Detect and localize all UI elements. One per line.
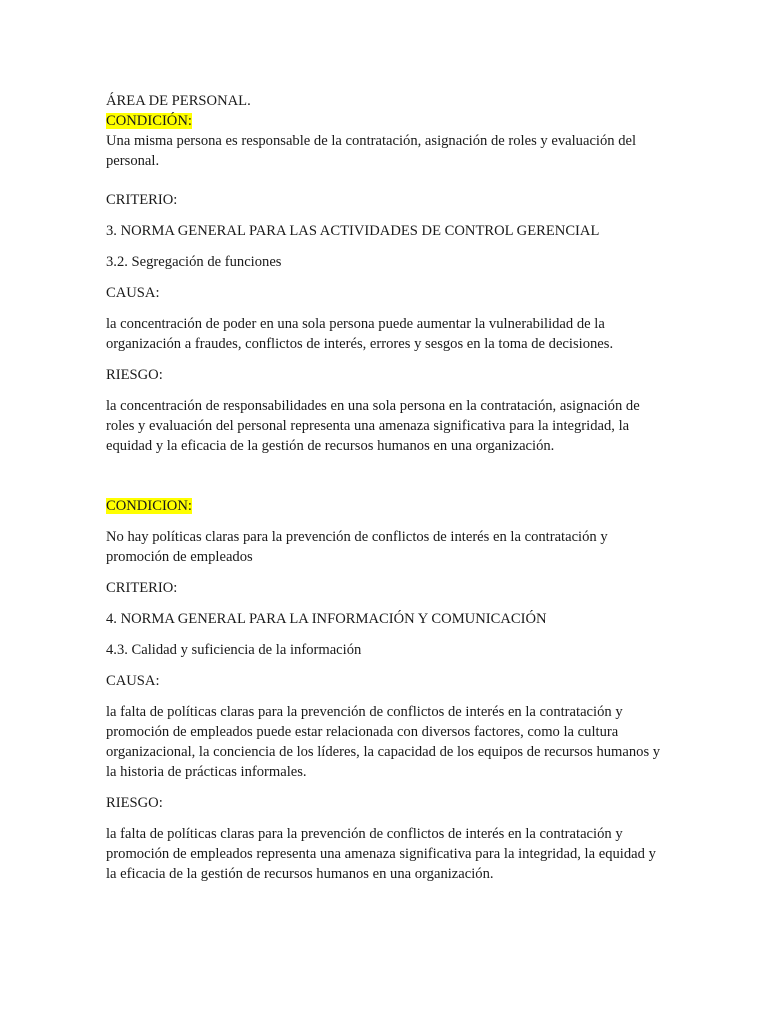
criterio-label: CRITERIO: [106,192,178,208]
criterio-label-2: CRITERIO: [106,580,178,596]
norma-heading-2: 4. NORMA GENERAL PARA LA INFORMACIÓN Y COMUNICACIÓN [106,611,547,627]
riesgo-label: RIESGO: [106,367,163,383]
highlighted-condicion-label-2: CONDICION: [106,498,192,514]
document-body [106,91,666,884]
condicion-label-2 [106,496,666,516]
condicion-label [106,111,666,131]
subnorma-heading-2: 4.3. Calidad y suficiencia de la información [106,642,362,658]
causa-label: CAUSA: [106,285,160,301]
riesgo-text: la concentración de responsabilidades en una sola persona en la contratación, asignación de roles y evaluación del personal representa una amenaza significativa para la integridad, la equidad y la eficacia de la gestión de recursos humanos en una organización. [106,398,640,454]
area-title: ÁREA DE PERSONAL. [106,93,251,109]
condicion-text: Una misma persona es responsable de la contratación, asignación de roles y evaluación del personal. [106,133,637,169]
riesgo-label-2: RIESGO: [106,795,163,811]
norma-heading: 3. NORMA GENERAL PARA LAS ACTIVIDADES DE CONTROL GERENCIAL [106,223,600,239]
causa-label-2: CAUSA: [106,673,160,689]
highlighted-condicion-label: CONDICIÓN: [106,113,192,129]
causa-text: la concentración de poder en una sola persona puede aumentar la vulnerabilidad de la organización a fraudes, conflictos de interés, errores y sesgos en la toma de decisiones. [106,316,614,352]
subnorma-heading: 3.2. Segregación de funciones [106,254,282,270]
causa-text-2: la falta de políticas claras para la prevención de conflictos de interés en la contratación y promoción de empleados puede estar relacionada con diversos factores, como la cultura organizacional, la conciencia de los líderes, la capacidad de los equipos de recursos humanos y la historia de prácticas informales. [106,704,661,780]
condicion-text-2: No hay políticas claras para la prevención de conflictos de interés en la contratación y promoción de empleados [106,529,608,565]
riesgo-text-2: la falta de políticas claras para la prevención de conflictos de interés en la contratación y promoción de empleados representa una amenaza significativa para la integridad, la equidad y la eficacia de la gestión de recursos humanos en una organización. [106,826,656,882]
